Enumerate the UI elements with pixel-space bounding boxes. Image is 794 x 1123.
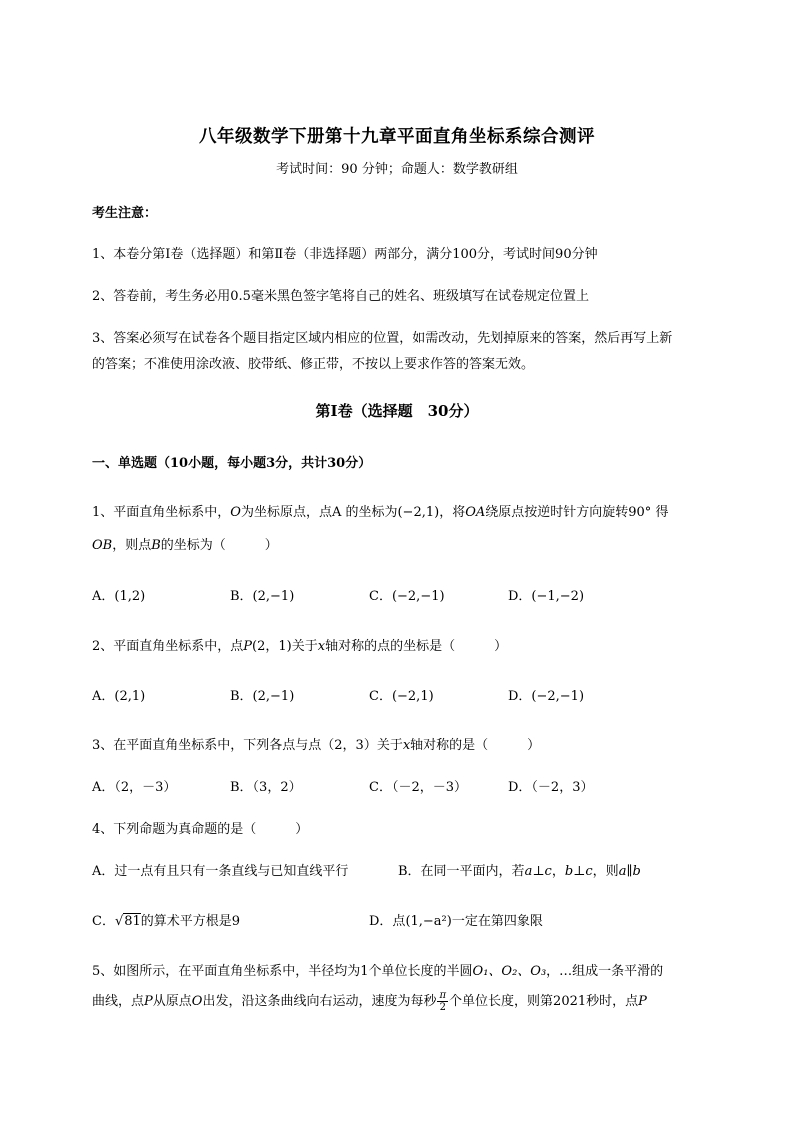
q1-stem-line2: OB，则点B的坐标为（ ） — [92, 538, 278, 553]
notice-item-3-cont: 的答案；不准使用涂改液、胶带纸、修正带，不按以上要求作答的答案无效。 — [92, 357, 535, 372]
q4-stem: 4、下列命题为真命题的是（ ） — [92, 822, 309, 837]
q2-option-b: B．(2,−1) — [230, 689, 295, 704]
q5-stem-line1: 5、如图所示，在平面直角坐标系中，半径均为1个单位长度的半圆O₁、O₂、O₃，…组成一条平滑的 — [92, 964, 664, 979]
q2-option-a: A．(2,1) — [92, 689, 146, 704]
q4-option-a: A．过一点有且只有一条直线与已知直线平行 — [92, 864, 349, 879]
q5-stem-line2: 曲线，点P从原点O出发，沿这条曲线向右运动，速度为每秒 $\frac{\pi}{2}$ 个单位长度，则第2021秒时，点P — [92, 990, 647, 1013]
section-title: 第I卷（选择题 30分） — [315, 402, 479, 420]
notice-item-2: 2、答卷前，考生务必用0.5毫米黑色签字笔将自己的姓名、班级填写在试卷规定位置上 — [92, 289, 589, 304]
exam-info: 考试时间：90 分钟；命题人：数学教研组 — [276, 162, 518, 177]
notice-heading: 考生注意： — [92, 206, 158, 221]
q3-option-d: D．（－2，3） — [508, 780, 594, 795]
q3-stem: 3、在平面直角坐标系中，下列各点与点（2，3）关于x轴对称的是（ ） — [92, 738, 541, 753]
part-heading: 一、单选题（10小题，每小题3分，共计30分） — [92, 456, 372, 471]
q2-option-c: C．(−2,1) — [369, 689, 434, 704]
q2-option-d: D．(−2,−1) — [508, 689, 585, 704]
q2-stem: 2、平面直角坐标系中，点P(2，1)关于x轴对称的点的坐标是（ ） — [92, 639, 508, 654]
notice-item-1: 1、本卷分第I卷（选择题）和第Ⅱ卷（非选择题）两部分，满分100分，考试时间90分钟 — [92, 247, 598, 262]
sqrt-symbol: √81 — [114, 914, 141, 929]
q4-option-b: B．在同一平面内，若a⊥c，b⊥c，则a∥b — [398, 864, 641, 879]
q1-stem-line1: 1、平面直角坐标系中，O为坐标原点，点A 的坐标为(−2,1)，将OA绕原点按逆时针方向旋转90° 得 — [92, 505, 669, 520]
notice-item-3: 3、答案必须写在试卷各个题目指定区域内相应的位置，如需改动，先划掉原来的答案，然后再写上新 — [92, 331, 673, 346]
q1-option-a: A．(1,2) — [92, 589, 146, 604]
q1-option-b: B．(2,−1) — [230, 589, 295, 604]
q1-option-d: D．(−1,−2) — [508, 589, 585, 604]
page-title: 八年级数学下册第十九章平面直角坐标系综合测评 — [199, 127, 595, 147]
q1-option-c: C．(−2,−1) — [369, 589, 445, 604]
q3-option-a: A．（2，－3） — [92, 780, 177, 795]
q4-option-c: C．√81的算术平方根是9 — [92, 914, 241, 929]
q3-option-c: C．（－2，－3） — [369, 780, 467, 795]
q3-option-b: B．（3，2） — [230, 780, 302, 795]
q4-option-d: D．点(1,−a²)一定在第四象限 — [369, 914, 543, 929]
fraction-pi-over-2: $\frac{\pi}{2}$ — [439, 990, 447, 1013]
